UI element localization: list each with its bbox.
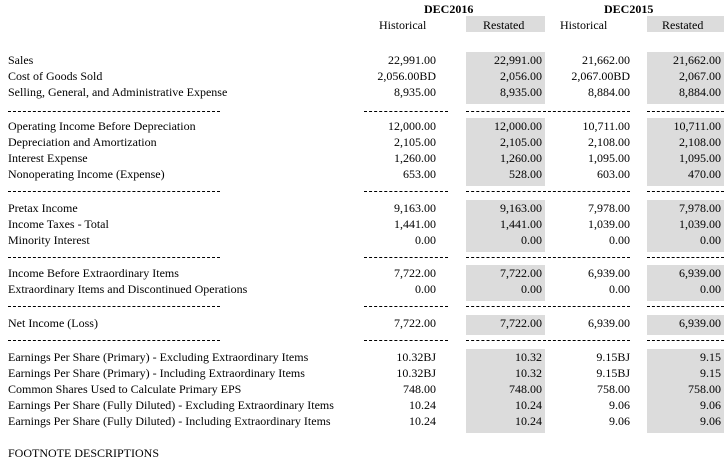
- separator-rule: [466, 191, 546, 192]
- historical-value: 8,935.00: [394, 85, 436, 99]
- restated-value: 1,260.00: [500, 151, 542, 165]
- row-label: Nonoperating Income (Expense): [8, 167, 165, 181]
- restated-value: 0.00: [700, 233, 721, 247]
- historical-value: 758.00: [597, 382, 630, 396]
- historical-value: 6,939.00: [588, 266, 630, 280]
- row-label: Earnings Per Share (Fully Diluted) - Including Extraordinary Items: [8, 414, 331, 428]
- historical-value: 653.00: [403, 167, 436, 181]
- restated-value: 748.00: [509, 382, 542, 396]
- historical-value: 10,711.00: [582, 119, 630, 133]
- separator-rule: [364, 340, 448, 341]
- restated-value: 0.00: [521, 233, 542, 247]
- row-label: Common Shares Used to Calculate Primary EPS: [8, 382, 242, 396]
- separator-rule: [543, 257, 630, 258]
- row-label: Income Taxes - Total: [8, 217, 109, 231]
- historical-value: 21,662.00: [582, 53, 630, 67]
- restated-value: 2,067.00: [679, 69, 721, 83]
- historical-value: 0.00: [415, 282, 436, 296]
- restated-value: 2,056.00: [500, 69, 542, 83]
- row-label: Earnings Per Share (Fully Diluted) - Excluding Extraordinary Items: [8, 398, 334, 412]
- restated-value: 6,939.00: [679, 266, 721, 280]
- separator-rule: [364, 257, 448, 258]
- row-label: Sales: [8, 53, 34, 67]
- row-label: Pretax Income: [8, 201, 78, 215]
- separator-rule: [647, 340, 724, 341]
- restated-value: 1,039.00: [679, 217, 721, 231]
- historical-value: 9.06: [609, 398, 630, 412]
- restated-value: 2,105.00: [500, 135, 542, 149]
- historical-value: 1,441.00: [394, 217, 436, 231]
- restated-value: 10,711.00: [673, 119, 721, 133]
- separator-rule: [543, 340, 630, 341]
- row-label: Earnings Per Share (Primary) - Including Extraordinary Items: [8, 366, 305, 380]
- restated-value: 8,884.00: [679, 85, 721, 99]
- separator-rule: [8, 306, 220, 307]
- historical-value: 10.32BJ: [396, 366, 436, 380]
- restated-header-2016: Restated: [483, 18, 525, 32]
- historical-value: 603.00: [597, 167, 630, 181]
- restated-value: 528.00: [509, 167, 542, 181]
- restated-value: 8,935.00: [500, 85, 542, 99]
- historical-value: 10.32BJ: [396, 350, 436, 364]
- footnote-heading: FOOTNOTE DESCRIPTIONS: [8, 446, 160, 460]
- restated-value: 9.15: [700, 350, 721, 364]
- historical-value: 9,163.00: [394, 201, 436, 215]
- restated-value: 1,095.00: [679, 151, 721, 165]
- historical-value: 8,884.00: [588, 85, 630, 99]
- historical-value: 2,105.00: [394, 135, 436, 149]
- historical-value: 0.00: [609, 233, 630, 247]
- historical-value: 22,991.00: [388, 53, 436, 67]
- restated-value: 0.00: [521, 282, 542, 296]
- historical-value: 9.06: [609, 414, 630, 428]
- restated-value: 22,991.00: [494, 53, 542, 67]
- historical-value: 10.24: [409, 398, 436, 412]
- historical-value: 9.15BJ: [596, 366, 630, 380]
- separator-rule: [543, 111, 630, 112]
- historical-value: 1,095.00: [588, 151, 630, 165]
- row-label: Interest Expense: [8, 151, 88, 165]
- restated-value: 7,978.00: [679, 201, 721, 215]
- separator-rule: [647, 111, 724, 112]
- restated-value: 1,441.00: [500, 217, 542, 231]
- restated-header-2015: Restated: [662, 18, 704, 32]
- historical-value: 7,722.00: [394, 316, 436, 330]
- historical-header-2016: Historical: [379, 18, 427, 32]
- separator-rule: [543, 306, 630, 307]
- separator-rule: [647, 257, 724, 258]
- period-2016-heading: DEC2016: [424, 2, 474, 16]
- restated-value: 10.32: [515, 350, 542, 364]
- row-label: Selling, General, and Administrative Expense: [8, 85, 228, 99]
- restated-value: 7,722.00: [500, 266, 542, 280]
- restated-value: 9.06: [700, 414, 721, 428]
- separator-rule: [364, 191, 448, 192]
- row-label: Cost of Goods Sold: [8, 69, 103, 83]
- historical-value: 6,939.00: [588, 316, 630, 330]
- historical-value: 1,039.00: [588, 217, 630, 231]
- separator-rule: [8, 191, 220, 192]
- separator-rule: [364, 111, 448, 112]
- historical-value: 7,978.00: [588, 201, 630, 215]
- row-label: Income Before Extraordinary Items: [8, 266, 179, 280]
- row-label: Depreciation and Amortization: [8, 135, 157, 149]
- restated-value: 470.00: [688, 167, 721, 181]
- restated-value: 0.00: [700, 282, 721, 296]
- historical-value: 10.24: [409, 414, 436, 428]
- historical-value: 1,260.00: [394, 151, 436, 165]
- separator-rule: [364, 306, 448, 307]
- historical-value: 748.00: [403, 382, 436, 396]
- historical-value: 2,067.00BD: [571, 69, 630, 83]
- historical-value: 9.15BJ: [596, 350, 630, 364]
- restated-value: 758.00: [688, 382, 721, 396]
- separator-rule: [466, 306, 546, 307]
- separator-rule: [543, 191, 630, 192]
- historical-value: 2,056.00BD: [377, 69, 436, 83]
- row-label: Minority Interest: [8, 233, 90, 247]
- row-label: Operating Income Before Depreciation: [8, 119, 196, 133]
- separator-rule: [647, 191, 724, 192]
- restated-value: 9.06: [700, 398, 721, 412]
- row-label: Extraordinary Items and Discontinued Operations: [8, 282, 248, 296]
- separator-rule: [466, 111, 546, 112]
- restated-value: 21,662.00: [673, 53, 721, 67]
- period-2015-heading: DEC2015: [604, 2, 654, 16]
- historical-value: 2,108.00: [588, 135, 630, 149]
- restated-value: 2,108.00: [679, 135, 721, 149]
- separator-rule: [8, 257, 220, 258]
- historical-value: 12,000.00: [388, 119, 436, 133]
- restated-value: 10.24: [515, 414, 542, 428]
- separator-rule: [466, 257, 546, 258]
- restated-value: 10.32: [515, 366, 542, 380]
- separator-rule: [647, 306, 724, 307]
- row-label: Earnings Per Share (Primary) - Excluding Extraordinary Items: [8, 350, 309, 364]
- restated-value: 6,939.00: [679, 316, 721, 330]
- separator-rule: [466, 340, 546, 341]
- historical-header-2015: Historical: [560, 18, 608, 32]
- historical-value: 0.00: [415, 233, 436, 247]
- row-label: Net Income (Loss): [8, 316, 98, 330]
- restated-value: 9,163.00: [500, 201, 542, 215]
- restated-value: 12,000.00: [494, 119, 542, 133]
- restated-value: 10.24: [515, 398, 542, 412]
- restated-value: 7,722.00: [500, 316, 542, 330]
- separator-rule: [8, 111, 220, 112]
- historical-value: 0.00: [609, 282, 630, 296]
- restated-value: 9.15: [700, 366, 721, 380]
- separator-rule: [8, 340, 220, 341]
- historical-value: 7,722.00: [394, 266, 436, 280]
